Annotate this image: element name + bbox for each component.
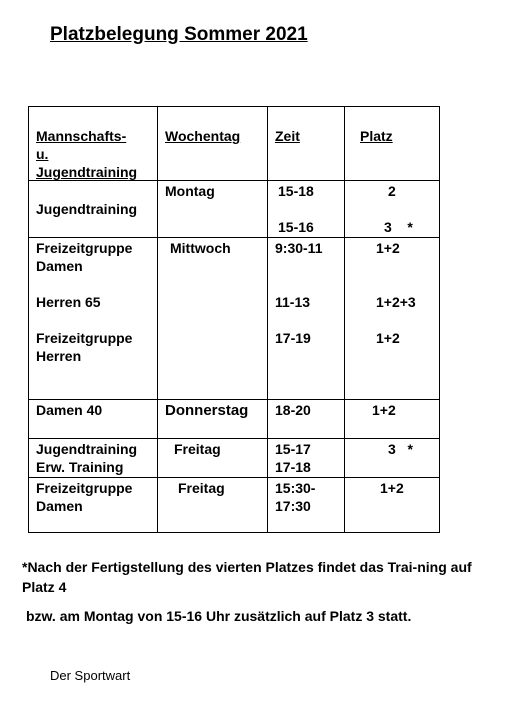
document-title: Platzbelegung Sommer 2021 <box>50 24 308 45</box>
time-slot: 9:30-11 <box>275 240 323 256</box>
time-slot: 18-20 <box>275 402 311 418</box>
time-slot: 17:30 <box>275 498 311 514</box>
time-slot: 17-19 <box>275 330 311 346</box>
court-number: 2 <box>388 183 396 199</box>
court-number: 1+2 <box>376 240 400 256</box>
team-name: Jugendtraining <box>36 201 138 217</box>
header-time: Zeit <box>275 128 300 144</box>
team-name: Freizeitgruppe <box>36 480 133 496</box>
weekday: Montag <box>165 183 215 199</box>
weekday: Donnerstag <box>165 402 249 419</box>
header-place: Platz <box>360 128 393 144</box>
team-name: Damen <box>36 498 83 514</box>
court-number: 3 * <box>384 219 413 235</box>
time-slot: 11-13 <box>275 294 311 310</box>
team-name: Freizeitgruppe <box>36 330 133 346</box>
court-number: 3 * <box>388 441 413 457</box>
court-number: 1+2 <box>376 330 400 346</box>
court-number: 1+2+3 <box>376 294 416 310</box>
weekday: Freitag <box>174 441 221 457</box>
table-row <box>29 238 440 400</box>
time-slot: 15-18 <box>278 183 314 199</box>
team-name: Damen <box>36 258 83 274</box>
time-slot: 15-16 <box>278 219 314 235</box>
header-day: Wochentag <box>165 128 241 144</box>
table-header-row <box>29 107 440 181</box>
time-slot: 15:30- <box>275 480 316 496</box>
signature: Der Sportwart <box>50 668 131 683</box>
team-name: Freizeitgruppe <box>36 240 133 256</box>
header-cell-day <box>158 107 268 181</box>
header-team-line1: Mannschafts- <box>36 128 127 144</box>
table-row <box>29 439 440 478</box>
header-cell-team <box>29 107 158 181</box>
footnote-monday: bzw. am Montag von 15-16 Uhr zusätzlich auf Platz 3 statt. <box>26 608 412 624</box>
weekday: Freitag <box>178 480 225 496</box>
team-name: Jugendtraining <box>36 441 138 457</box>
time-slot: 17-18 <box>275 459 311 475</box>
table-row <box>29 478 440 533</box>
team-name: Damen 40 <box>36 402 103 418</box>
header-team-line2: u. <box>36 146 49 162</box>
table-row <box>29 181 440 238</box>
schedule-table <box>28 106 440 533</box>
weekday: Mittwoch <box>170 240 231 256</box>
team-name: Herren <box>36 348 82 364</box>
court-number: 1+2 <box>380 480 404 496</box>
header-cell-time <box>268 107 345 181</box>
footnote-court-4: *Nach der Fertigstellung des vierten Platzes findet das Trai-ning auf Platz 4 <box>22 559 472 595</box>
header-team-line3: Jugendtraining <box>36 164 138 180</box>
team-name: Erw. Training <box>36 459 124 475</box>
team-name: Herren 65 <box>36 294 101 310</box>
header-cell-place <box>345 107 440 181</box>
table-row <box>29 400 440 439</box>
time-slot: 15-17 <box>275 441 311 457</box>
court-number: 1+2 <box>372 402 396 418</box>
